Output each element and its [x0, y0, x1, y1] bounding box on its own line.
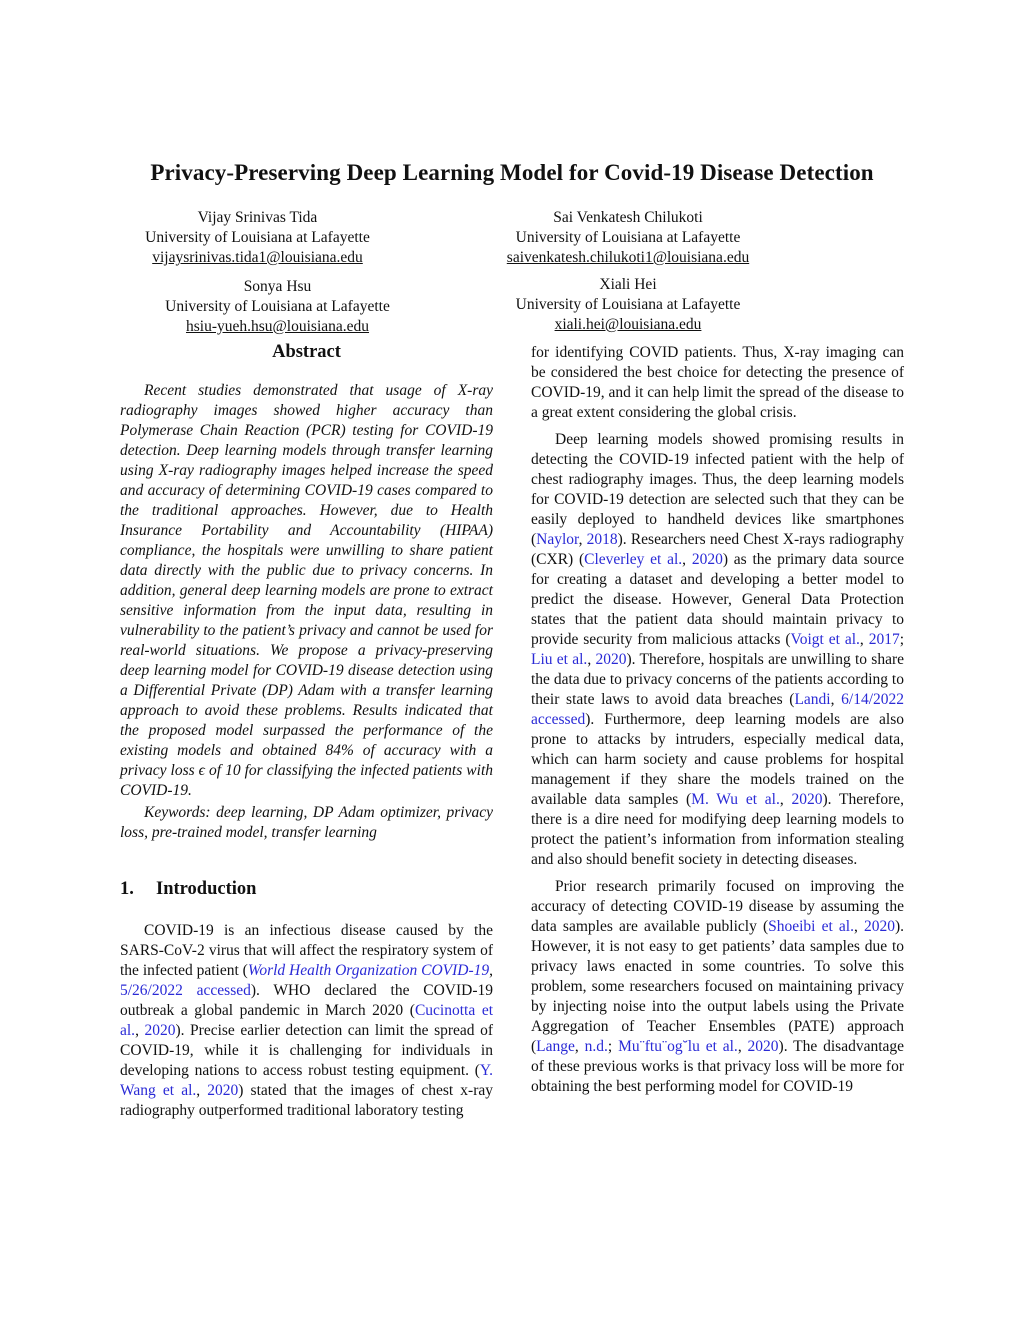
left-column	[120, 340, 493, 1121]
author-name: Sai Venkatesh Chilukoti	[553, 209, 703, 226]
author-name: Sonya Hsu	[243, 278, 312, 295]
text-run: ). Therefore, there is a dire need for modifying deep learning models to protect the patient’s information from information stealing and also should benefit society in detecting diseases.	[531, 791, 904, 868]
citation-link[interactable]: World Health Organization COVID-19	[247, 962, 490, 979]
citation-link[interactable]: n.d.	[584, 1038, 608, 1055]
author-email[interactable]: vijaysrinivas.tida1@louisiana.edu	[152, 249, 363, 266]
text-run: ;	[607, 1038, 619, 1055]
section-number: 1.	[120, 879, 134, 899]
text-run: ) stated that the images of chest x-ray radiography outperformed traditional laboratory testing	[120, 1082, 493, 1119]
author-affiliation: University of Louisiana at Lafayette	[515, 296, 741, 313]
text-run: Deep learning models showed promising results in detecting the COVID-19 infected patient with the help of chest radiography images. Thus, the deep learning models for COVID-19 detection are selected such that they can be easily deployed to handheld devices like smartphones (	[531, 431, 904, 548]
citation-link[interactable]: Y. Wang et al.	[120, 1062, 493, 1099]
text-run: ). Therefore, hospitals are unwilling to share the data due to privacy concerns of the patients according to their state laws to avoid data breaches (	[531, 651, 905, 708]
intro-paragraph-2	[531, 430, 904, 870]
text-run: ,	[574, 1038, 585, 1055]
author-email[interactable]: hsiu-yueh.hsu@louisiana.edu	[185, 318, 370, 335]
text-run: ,	[578, 531, 587, 548]
citation-link[interactable]: Liu et al.	[531, 651, 588, 668]
text-run: ,	[682, 551, 692, 568]
text-run: ,	[489, 962, 493, 979]
text-run: ,	[859, 631, 869, 648]
citation-link[interactable]: Cucinotta et al.	[120, 1002, 494, 1039]
section-heading-introduction	[120, 877, 493, 901]
citation-link[interactable]: 5/26/2022 accessed	[120, 982, 251, 999]
text-run: ,	[737, 1038, 748, 1055]
intro-paragraph-1-continued: for identifying COVID patients. Thus, X-ray imaging can be considered the best choice for detecting the presence of COVID-19, and it can help limit the spread of the disease to a great extent considering the global crisis.	[531, 344, 904, 421]
citation-link[interactable]: 2020	[747, 1038, 779, 1055]
intro-paragraph-3	[531, 877, 904, 1097]
text-run: ) as the primary data source for creating a dataset and developing a better model to predict the disease. However, General Data Protection states that the patient data should maintain privacy to provide security from malicious attacks (	[531, 551, 905, 648]
citation-link[interactable]: 2020	[144, 1022, 176, 1039]
citation-link[interactable]: 6/14/2022 accessed	[531, 691, 905, 728]
citation-link[interactable]: Cleverley et al.	[584, 551, 683, 568]
intro-paragraph-1	[120, 921, 493, 1121]
abstract-heading: Abstract	[272, 342, 341, 362]
author-block-1	[110, 208, 405, 268]
author-affiliation: University of Louisiana at Lafayette	[165, 298, 390, 315]
keywords: Keywords: deep learning, DP Adam optimizer, privacy loss, pre-trained model, transfer learning	[120, 804, 493, 841]
text-run: ,	[853, 918, 864, 935]
citation-link[interactable]: M. Wu et al.	[691, 791, 780, 808]
citation-link[interactable]: Landi	[794, 691, 831, 708]
text-run: ,	[587, 651, 596, 668]
citation-link[interactable]: Lange	[536, 1038, 575, 1055]
text-run: ). Furthermore, deep learning models are also prone to attacks by intruders, especially medical data, which can harm society and cause problems for hospital management if they share the models trained on the available data samples (	[531, 711, 904, 808]
author-affiliation: University of Louisiana at Lafayette	[145, 229, 370, 246]
text-run: ). WHO declared the COVID-19 outbreak a global pandemic in March 2020 (	[120, 982, 493, 1019]
author-block-2	[478, 208, 778, 268]
citation-link[interactable]: Shoeibi et al.	[768, 918, 854, 935]
text-run: Prior research primarily focused on improving the accuracy of detecting COVID-19 disease by assuming the data samples are available publicly (	[531, 878, 904, 935]
citation-link[interactable]: Voigt et al.	[790, 631, 860, 648]
author-name: Vijay Srinivas Tida	[197, 209, 318, 226]
author-affiliation: University of Louisiana at Lafayette	[515, 229, 741, 246]
paper-title: Privacy-Preserving Deep Learning Model for Covid-19 Disease Detection	[150, 160, 874, 185]
text-run: ). However, it is not easy to get patients’ data samples due to privacy laws enacted in some countries. To solve this problem, some researchers focused on maintaining privacy by injecting noise into the output labels using the Private Aggregation of Teacher Ensembles (PATE) approach (	[531, 918, 904, 1055]
text-run: ). Precise earlier detection can limit the spread of COVID-19, while it is challenging for individuals in developing nations to access robust testing equipment. (	[120, 1022, 493, 1079]
citation-link[interactable]: 2018	[586, 531, 618, 548]
citation-link[interactable]: 2020	[691, 551, 723, 568]
author-email[interactable]: xiali.hei@louisiana.edu	[554, 316, 702, 333]
section-title: Introduction	[156, 879, 257, 899]
citation-link[interactable]: 2017	[868, 631, 900, 648]
text-run: ). The disadvantage of these previous works is that privacy loss will be more for obtaining the best performing model for COVID-19	[531, 1038, 905, 1095]
citation-link[interactable]: Mu¨ftu¨og˘lu et al.	[618, 1038, 738, 1055]
author-block-3	[130, 277, 425, 337]
text-run: ,	[830, 691, 842, 708]
text-run: COVID-19 is an infectious disease caused by the SARS-CoV-2 virus that will affect the respiratory system of the infected patient (	[120, 922, 493, 979]
citation-link[interactable]: 2020	[791, 791, 823, 808]
citation-link[interactable]: Naylor	[536, 531, 579, 548]
citation-link[interactable]: 2020	[595, 651, 627, 668]
text-run: ,	[779, 791, 792, 808]
abstract-text: Recent studies demonstrated that usage of X-ray radiography images showed higher accuracy than Polymerase Chain Reaction (PCR) testing for COVID-19 detection. Deep learning models through transfer learning using X-ray radiography images helped increase the speed and accuracy of determining COVID-19 cases compared to the traditional approaches. However, due to Health Insurance Portability and Accountability (HIPAA) compliance, the hospitals were unwilling to share patient data directly with the public due to privacy concerns. In addition, general deep learning models are prone to extract sensitive information from the input data, resulting in vulnerability to the patient’s privacy and cannot be used for real-world situations. We propose a privacy-preserving deep learning model for COVID-19 disease detection using a Differential Private (DP) Adam with a transfer learning approach to avoid these problems. Results indicated that the proposed model surpassed the performance of the existing models and obtained 84% of accuracy with a privacy loss ϵ of 10 for classifying the infected patients with COVID-19.	[120, 382, 493, 799]
author-name: Xiali Hei	[599, 276, 657, 293]
text-run: ,	[135, 1022, 145, 1039]
citation-link[interactable]: 2020	[207, 1082, 239, 1099]
right-column	[531, 343, 904, 1097]
text-run: ,	[196, 1082, 208, 1099]
text-run: ). Researchers need Chest X-rays radiography (CXR) (	[531, 531, 905, 568]
author-email[interactable]: saivenkatesh.chilukoti1@louisiana.edu	[506, 249, 750, 266]
author-block-4	[478, 275, 778, 335]
text-run: ;	[899, 631, 904, 648]
citation-link[interactable]: 2020	[863, 918, 895, 935]
